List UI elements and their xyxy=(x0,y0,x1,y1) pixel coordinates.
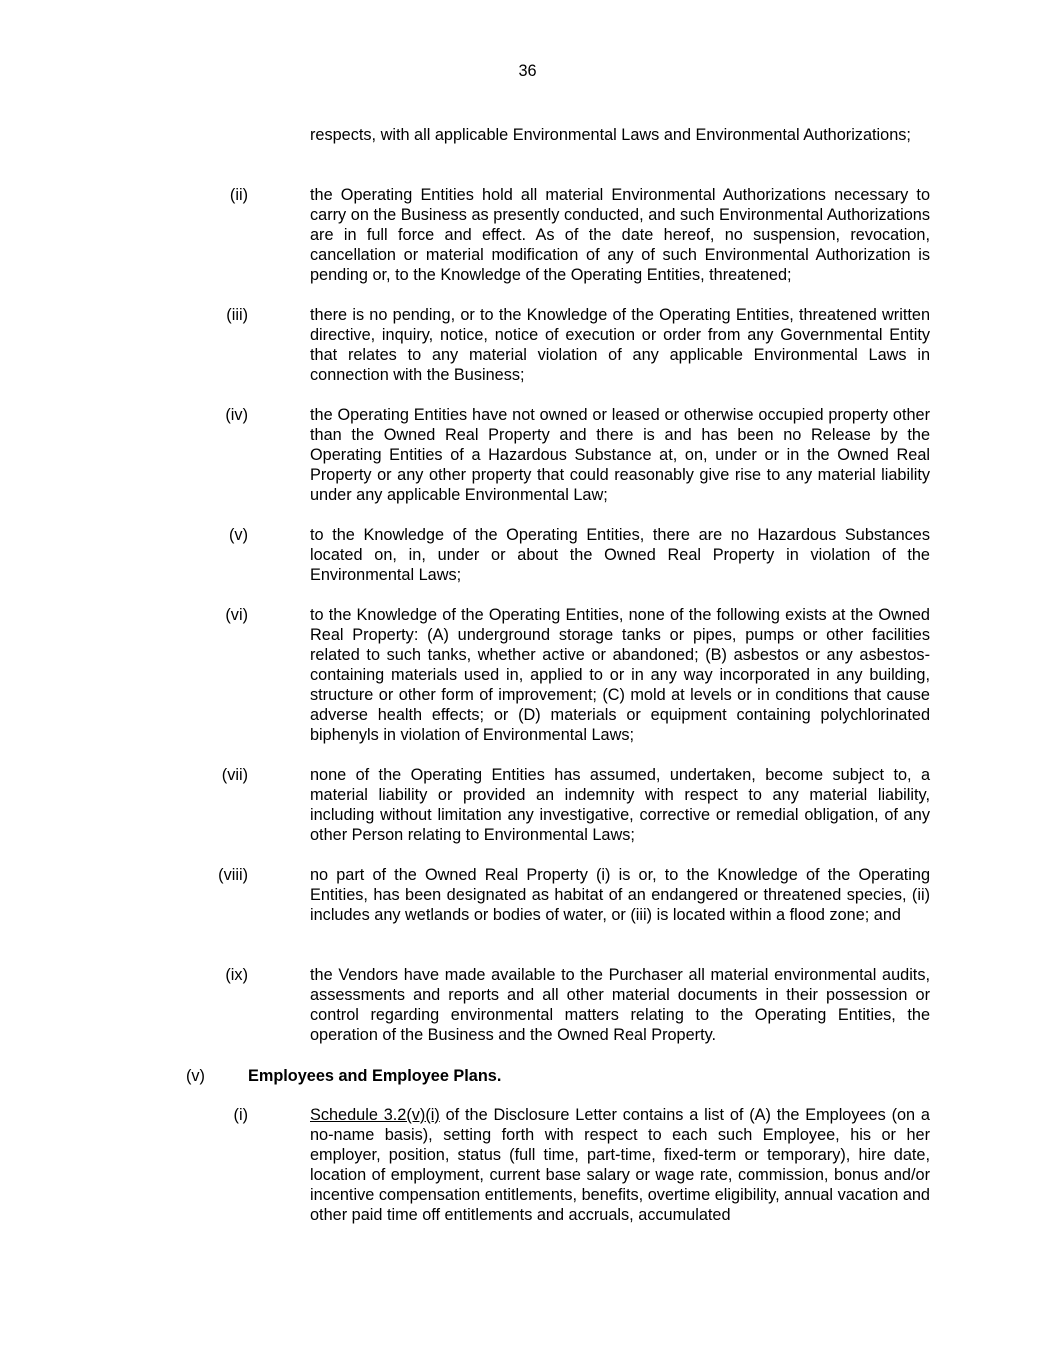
page-number: 36 xyxy=(518,62,537,80)
item-number: (ix) xyxy=(225,966,248,984)
item-number: (v) xyxy=(229,526,248,544)
section-title: Employees and Employee Plans. xyxy=(248,1067,502,1085)
section-number: (v) xyxy=(186,1067,205,1085)
item-text: none of the Operating Entities has assumed, undertaken, become subject to, a material liability or provided an indemnity with respect to any material liability, including without limitation any investigative, corrective or remedial obligation, of any other Person relating to Environmental Laws; xyxy=(310,766,930,844)
sub-item-paragraph xyxy=(310,1105,930,1225)
item-text: to the Knowledge of the Operating Entities, there are no Hazardous Substances located on, in, under or about the Owned Real Property in violation of the Environmental Laws; xyxy=(310,526,930,584)
item-number: (vi) xyxy=(225,606,248,624)
schedule-reference: Schedule 3.2(v)(i) xyxy=(310,1106,440,1124)
item-text: the Operating Entities have not owned or leased or otherwise occupied property other than the Owned Real Property and there is and has been no Release by the Operating Entities of a Hazardous Substance at, on, under or in the Owned Real Property or any other property that could reasonably give rise to any material liability under any applicable Environmental Law; xyxy=(310,406,930,504)
item-text: no part of the Owned Real Property (i) is or, to the Knowledge of the Operating Entities, has been designated as habitat of an endangered or threatened species, (ii) includes any wetlands or bodies of water, or (iii) is located within a flood zone; and xyxy=(310,866,930,924)
item-number: (iv) xyxy=(225,406,248,424)
item-text: there is no pending, or to the Knowledge of the Operating Entities, threatened written directive, inquiry, notice, notice of execution or order from any Governmental Entity that relates to any material violation of any applicable Environmental Laws in connection with the Business; xyxy=(310,306,930,384)
item-number: (vii) xyxy=(221,766,248,784)
sub-item-number: (i) xyxy=(233,1106,248,1124)
item-number: (viii) xyxy=(218,866,248,884)
sub-item-text: of the Disclosure Letter contains a list of (A) the Employees (on a no-name basis), setting forth with respect to each such Employee, his or her employer, position, status (full time, part-time, fixed-term or temporary), hire date, location of employment, current base salary or wage rate, commission, bonus and/or incentive compensation entitlements, benefits, overtime eligibility, annual vacation and other paid time off entitlements and accruals, accumulated xyxy=(310,1106,930,1224)
item-text: the Vendors have made available to the Purchaser all material environmental audits, assessments and reports and all other material documents in their possession or control regarding environmental matters relating to the Operating Entities, the operation of the Business and the Owned Real Property. xyxy=(310,966,930,1044)
item-number: (iii) xyxy=(226,306,248,324)
continuation-paragraph: respects, with all applicable Environmental Laws and Environmental Authorizations; xyxy=(310,126,911,144)
item-text: the Operating Entities hold all material Environmental Authorizations necessary to carry on the Business as presently conducted, and such Environmental Authorizations are in full force and effect. As of the date hereof, no suspension, revocation, cancellation or material modification of any of such Environmental Authorization is pending or, to the Knowledge of the Operating Entities, threatened; xyxy=(310,186,930,284)
item-number: (ii) xyxy=(229,186,248,204)
item-text: to the Knowledge of the Operating Entities, none of the following exists at the Owned Real Property: (A) underground storage tanks or pipes, pumps or other facilities related to such tanks, whether active or abandoned; (B) asbestos or any asbestos-containing materials used in, applied to or in any way incorporated in any building, structure or other form of improvement; (C) mold at levels or in conditions that cause adverse health effects; or (D) materials or equipment containing polychlorinated biphenyls in violation of Environmental Laws; xyxy=(310,606,930,744)
